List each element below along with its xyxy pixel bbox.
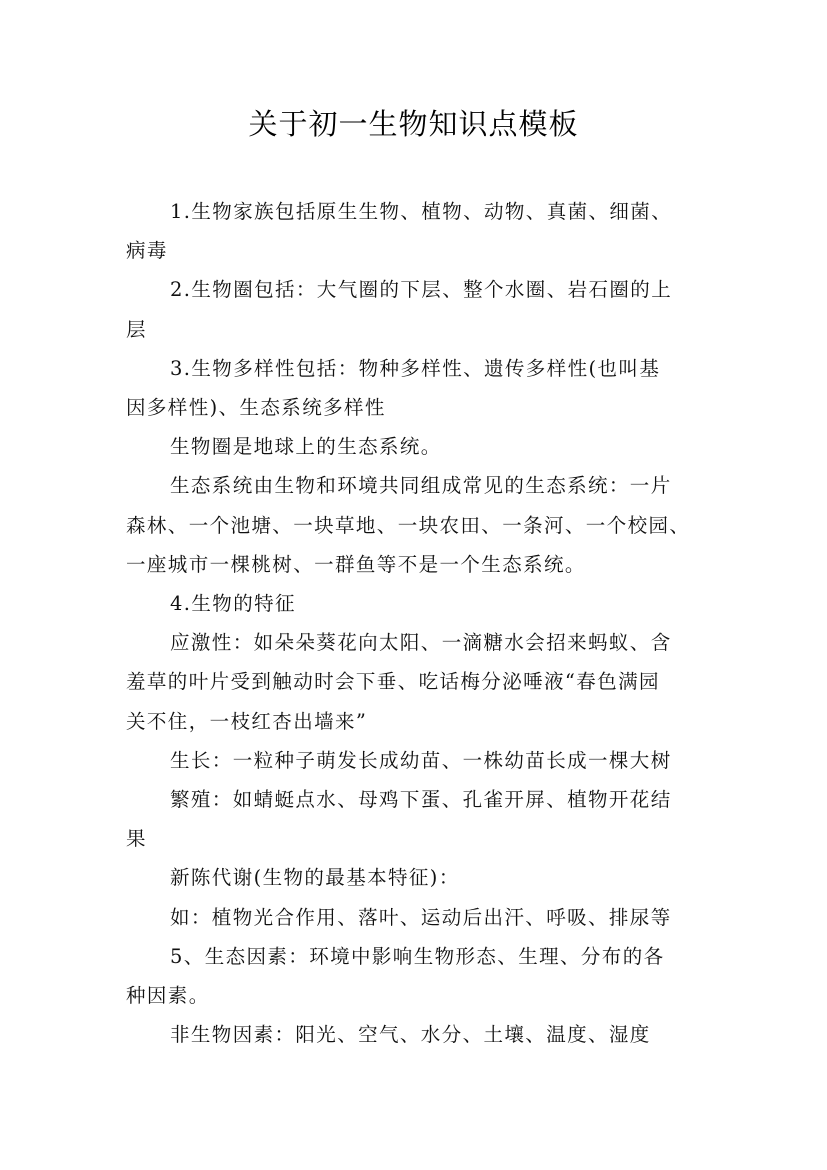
paragraph-line: 森林、一个池塘、一块草地、一块农田、一条河、一个校园、 — [126, 513, 691, 537]
paragraph-line: 2.生物圈包括：大气圈的下层、整个水圈、岩石圈的上 — [170, 278, 673, 302]
paragraph-line: 5、生态因素：环境中影响生物形态、生理、分布的各 — [170, 944, 665, 968]
paragraph-line: 生态系统由生物和环境共同组成常见的生态系统：一片 — [170, 474, 672, 498]
paragraph-line: 3.生物多样性包括：物种多样性、遗传多样性(也叫基 — [170, 356, 661, 380]
paragraph-line: 关不住，一枝红杏出墙来” — [126, 709, 368, 733]
paragraph-line: 新陈代谢(生物的最基本特征)： — [170, 866, 460, 890]
paragraph-line: 繁殖：如蜻蜓点水、母鸡下蛋、孔雀开屏、植物开花结 — [170, 788, 672, 812]
paragraph-line: 生长：一粒种子萌发长成幼苗、一株幼苗长成一棵大树 — [170, 748, 672, 772]
paragraph-line: 非生物因素：阳光、空气、水分、土壤、温度、湿度 — [170, 1023, 651, 1047]
paragraph-line: 果 — [126, 827, 147, 851]
paragraph-line: 病毒 — [126, 239, 168, 263]
paragraph-line: 一座城市一棵桃树、一群鱼等不是一个生态系统。 — [126, 552, 586, 576]
paragraph-line: 因多样性)、生态系统多样性 — [126, 396, 386, 420]
document-body — [126, 192, 708, 1054]
paragraph-line: 层 — [126, 317, 147, 341]
paragraph-line: 4.生物的特征 — [170, 592, 296, 616]
paragraph-line: 羞草的叶片受到触动时会下垂、吃话梅分泌唾液“春色满园 — [126, 670, 660, 694]
paragraph-line: 应激性：如朵朵葵花向太阳、一滴糖水会招来蚂蚁、含 — [170, 631, 672, 655]
paragraph-line: 生物圈是地球上的生态系统。 — [170, 435, 442, 459]
paragraph-line: 种因素。 — [126, 984, 210, 1008]
paragraph-line: 如：植物光合作用、落叶、运动后出汗、呼吸、排尿等 — [170, 905, 672, 929]
paragraph-line: 1.生物家族包括原生生物、植物、动物、真菌、细菌、 — [170, 200, 673, 223]
document-title: 关于初一生物知识点模板 — [248, 107, 579, 141]
